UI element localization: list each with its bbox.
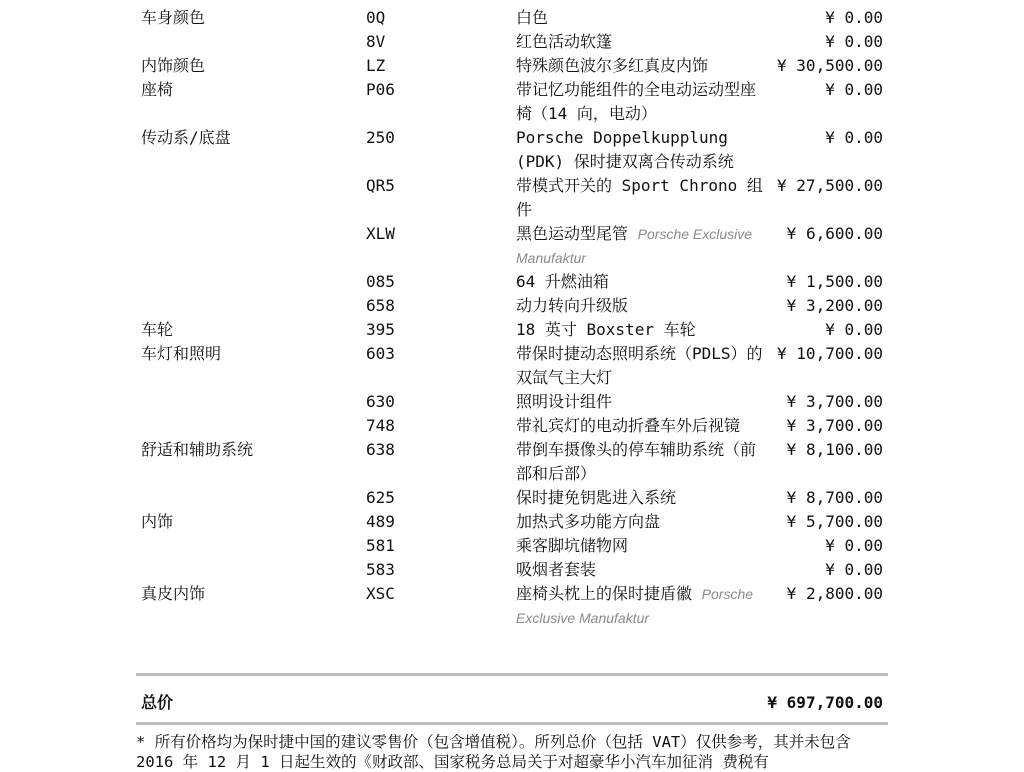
option-price: ¥ 1,500.00 <box>786 272 883 291</box>
option-code: P06 <box>366 80 395 99</box>
option-description <box>516 534 768 558</box>
option-price: ¥ 0.00 <box>825 560 883 579</box>
option-row <box>0 438 1024 486</box>
option-category: 座椅 <box>141 80 174 99</box>
option-code: 8V <box>366 32 386 51</box>
option-price: ¥ 0.00 <box>825 80 883 99</box>
option-row <box>0 30 1024 54</box>
option-price: ¥ 0.00 <box>825 536 883 555</box>
option-row <box>0 534 1024 558</box>
option-category: 传动系/底盘 <box>141 128 231 147</box>
option-code: 581 <box>366 536 395 555</box>
option-code: LZ <box>366 56 386 75</box>
option-price: ¥ 8,700.00 <box>786 488 883 507</box>
option-description <box>516 342 768 390</box>
option-price: ¥ 0.00 <box>825 128 883 147</box>
option-row <box>0 54 1024 78</box>
footnote: * 所有价格均为保时捷中国的建议零售价（包含增值税）。所列总价（包括 VAT）仅供参考，其并未包含 2016 年 12 月 1 日起生效的《财政部、国家税务总局关于对超豪华小汽车加征消 费税有 <box>136 733 851 771</box>
option-price: ¥ 3,700.00 <box>786 392 883 411</box>
option-row <box>0 78 1024 126</box>
option-description-text: 红色活动软篷 <box>516 32 613 51</box>
option-code: 395 <box>366 320 395 339</box>
total-bottom-rule <box>136 722 888 725</box>
option-code: 489 <box>366 512 395 531</box>
option-category: 内饰颜色 <box>141 56 206 75</box>
option-price: ¥ 10,700.00 <box>777 344 883 363</box>
option-price: ¥ 30,500.00 <box>777 56 883 75</box>
option-description-text: 64 升燃油箱 <box>516 272 609 291</box>
option-description <box>516 510 768 534</box>
option-description-text: 带倒车摄像头的停车辅助系统（前部和后部） <box>516 440 757 483</box>
option-description-text: 白色 <box>516 8 549 27</box>
option-description-text: 保时捷免钥匙进入系统 <box>516 488 677 507</box>
option-row <box>0 318 1024 342</box>
option-description-text: 带记忆功能组件的全电动运动型座椅（14 向，电动） <box>516 80 757 123</box>
option-description-text: 照明设计组件 <box>516 392 613 411</box>
option-row <box>0 390 1024 414</box>
option-row <box>0 270 1024 294</box>
option-code: XLW <box>366 224 395 243</box>
option-description-text: 特殊颜色波尔多红真皮内饰 <box>516 56 709 75</box>
option-row <box>0 582 1024 630</box>
option-code: 638 <box>366 440 395 459</box>
option-price: ¥ 3,700.00 <box>786 416 883 435</box>
option-code: 250 <box>366 128 395 147</box>
option-price: ¥ 8,100.00 <box>786 440 883 459</box>
option-row <box>0 414 1024 438</box>
option-description-text: 乘客脚坑储物网 <box>516 536 629 555</box>
total-value: ¥ 697,700.00 <box>767 693 883 712</box>
option-description <box>516 414 768 438</box>
option-code: 630 <box>366 392 395 411</box>
option-price: ¥ 2,800.00 <box>786 584 883 603</box>
option-description-text: Porsche Doppelkupplung (PDK) 保时捷双离合传动系统 <box>516 128 734 171</box>
option-description <box>516 54 768 78</box>
option-row <box>0 486 1024 510</box>
option-price: ¥ 0.00 <box>825 32 883 51</box>
option-description <box>516 222 768 270</box>
option-rows <box>0 6 1024 630</box>
option-price: ¥ 0.00 <box>825 320 883 339</box>
option-row <box>0 558 1024 582</box>
option-price: ¥ 5,700.00 <box>786 512 883 531</box>
option-description <box>516 126 768 174</box>
option-code: 0Q <box>366 8 386 27</box>
option-price: ¥ 3,200.00 <box>786 296 883 315</box>
option-price: ¥ 27,500.00 <box>777 176 883 195</box>
option-row <box>0 174 1024 222</box>
option-description-text: 黑色运动型尾管 <box>516 224 629 243</box>
option-price: ¥ 6,600.00 <box>786 224 883 243</box>
option-description <box>516 390 768 414</box>
option-description-text: 座椅头枕上的保时捷盾徽 <box>516 584 693 603</box>
option-row <box>0 342 1024 390</box>
option-description-text: 18 英寸 Boxster 车轮 <box>516 320 696 339</box>
option-description-text: 吸烟者套装 <box>516 560 597 579</box>
option-exclusive-note: Porsche Exclusive Manufaktur <box>516 586 754 626</box>
option-exclusive-note: Porsche Exclusive Manufaktur <box>516 226 753 266</box>
option-category: 车轮 <box>141 320 174 339</box>
option-code: 748 <box>366 416 395 435</box>
option-description <box>516 318 768 342</box>
option-code: QR5 <box>366 176 395 195</box>
option-row <box>0 6 1024 30</box>
option-category: 舒适和辅助系统 <box>141 440 254 459</box>
option-code: 625 <box>366 488 395 507</box>
option-row <box>0 510 1024 534</box>
option-description <box>516 174 768 222</box>
option-price: ¥ 0.00 <box>825 8 883 27</box>
option-code: 583 <box>366 560 395 579</box>
option-category: 车灯和照明 <box>141 344 222 363</box>
option-description-text: 加热式多功能方向盘 <box>516 512 661 531</box>
option-description <box>516 294 768 318</box>
option-description-text: 带礼宾灯的电动折叠车外后视镜 <box>516 416 741 435</box>
option-category: 真皮内饰 <box>141 584 206 603</box>
option-description-text: 动力转向升级版 <box>516 296 629 315</box>
option-description <box>516 6 768 30</box>
total-top-rule <box>136 673 888 676</box>
option-row <box>0 222 1024 270</box>
option-description <box>516 270 768 294</box>
option-description <box>516 438 768 486</box>
option-description-text: 带模式开关的 Sport Chrono 组件 <box>516 176 763 219</box>
option-code: XSC <box>366 584 395 603</box>
option-description <box>516 558 768 582</box>
option-description <box>516 582 768 630</box>
option-description <box>516 30 768 54</box>
option-description <box>516 486 768 510</box>
option-code: 658 <box>366 296 395 315</box>
option-category: 车身颜色 <box>141 8 206 27</box>
total-label: 总价 <box>141 693 174 712</box>
option-code: 603 <box>366 344 395 363</box>
option-category: 内饰 <box>141 512 174 531</box>
option-description <box>516 78 768 126</box>
option-description-text: 带保时捷动态照明系统（PDLS）的双氙气主大灯 <box>516 344 763 387</box>
option-row <box>0 126 1024 174</box>
option-row <box>0 294 1024 318</box>
option-code: 085 <box>366 272 395 291</box>
